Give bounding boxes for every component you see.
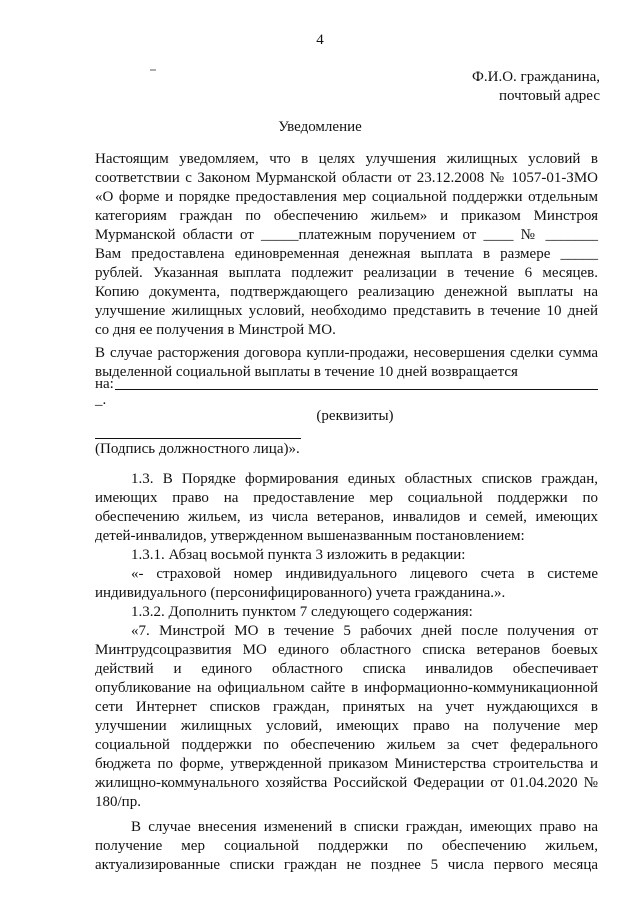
page-number: 4 bbox=[316, 32, 324, 48]
notice-p2-line: В случае расторжения договора купли-продажи, несовершения сделки сумма bbox=[95, 345, 598, 361]
section-1-3-1-quote-line: «- страховой номер индивидуального лицевого счета в системе bbox=[131, 566, 598, 582]
item-7-line: бюджета по форме, утвержденной приказом Министерства строительства и bbox=[95, 756, 598, 772]
section-1-3-line: детей-инвалидов, утвержденном вышеназванным постановлением: bbox=[95, 528, 525, 544]
returned-to-label: на: bbox=[95, 376, 114, 392]
section-1-3-2: 1.3.2. Дополнить пунктом 7 следующего содержания: bbox=[131, 604, 473, 620]
notice-p1-line: со дня ее получения в Минстрой МО. bbox=[95, 322, 336, 338]
addressee-address: почтовый адрес bbox=[499, 88, 600, 104]
item-7-line: опубликование на официальном сайте в информационно-коммуникационной bbox=[95, 680, 598, 696]
returned-to-tail: _. bbox=[95, 392, 107, 408]
section-1-3-1-quote-line: индивидуального (персонифицированного) учета гражданина.». bbox=[95, 585, 506, 601]
signature-label: (Подпись должностного лица)». bbox=[95, 441, 300, 457]
section-1-3-1: 1.3.1. Абзац восьмой пункта 3 изложить в редакции: bbox=[131, 547, 466, 563]
item-7-line: улучшении жилищных условий, имеющих право на получение мер bbox=[95, 718, 598, 734]
item-7-line: 180/пр. bbox=[95, 794, 141, 810]
item-7-line: «7. Минстрой МО в течение 5 рабочих дней после получения от bbox=[131, 623, 598, 639]
item-7-next-line: В случае внесения изменений в списки граждан, имеющих право на bbox=[131, 819, 598, 835]
addressee-name: Ф.И.О. гражданина, bbox=[472, 69, 600, 85]
signature-blank-line bbox=[95, 438, 301, 439]
item-7-next-line: получение мер социальной поддержки по обеспечению жильем, bbox=[95, 838, 598, 854]
notice-p1-line: Мурманской области от _____платежным поручением от ____ № _______ bbox=[95, 227, 598, 243]
notice-p1-line: «О форме и порядке предоставления мер социальной поддержки отдельным bbox=[95, 189, 598, 205]
notice-p1-line: Копию документа, подтверждающего реализацию денежной выплаты на bbox=[95, 284, 598, 300]
section-1-3-line: имеющих право на предоставление мер социальной поддержки по bbox=[95, 490, 598, 506]
notice-title: Уведомление bbox=[278, 119, 362, 135]
requisites-label: (реквизиты) bbox=[316, 408, 394, 424]
item-7-line: социальной поддержки по обеспечению жильем за счет федерального bbox=[95, 737, 598, 753]
item-7-line: сети Интернет списков граждан, принятых на учет нуждающихся в bbox=[95, 699, 598, 715]
section-1-3-line: 1.3. В Порядке формирования единых областных списков граждан, bbox=[131, 471, 598, 487]
notice-p1-line: категориям граждан по обеспечению жильем» и приказом Минстроя bbox=[95, 208, 598, 224]
notice-p1-line: Вам предоставлена единовременная денежная выплата в размере _____ bbox=[95, 246, 598, 262]
notice-p1-line: рублей. Указанная выплата подлежит реализации в течение 6 месяцев. bbox=[95, 265, 598, 281]
notice-p1-line: соответствии с Законом Мурманской области от 23.12.2008 № 1057-01-ЗМО bbox=[95, 170, 598, 186]
notice-p1-line: улучшение жилищных условий, необходимо представить в течение 10 дней bbox=[95, 303, 598, 319]
item-7-line: жилищно-коммунального хозяйства Российской Федерации от 01.04.2020 № bbox=[95, 775, 598, 791]
item-7-line: Минтрудсоцразвития МО единого областного списка ветеранов боевых bbox=[95, 642, 598, 658]
item-7-line: действий и единого областного списка инвалидов обеспечивает bbox=[95, 661, 598, 677]
notice-p2-line: выделенной социальной выплаты в течение 10 дней возвращается bbox=[95, 364, 518, 380]
section-1-3-line: обеспечению жильем, из числа ветеранов, инвалидов и семей, имеющих bbox=[95, 509, 598, 525]
item-7-next-line: актуализированные списки граждан не позднее 5 числа первого месяца bbox=[95, 857, 598, 873]
scan-speck bbox=[150, 69, 156, 71]
requisites-blank-line bbox=[115, 389, 598, 390]
notice-p1-line: Настоящим уведомляем, что в целях улучшения жилищных условий в bbox=[95, 151, 598, 167]
